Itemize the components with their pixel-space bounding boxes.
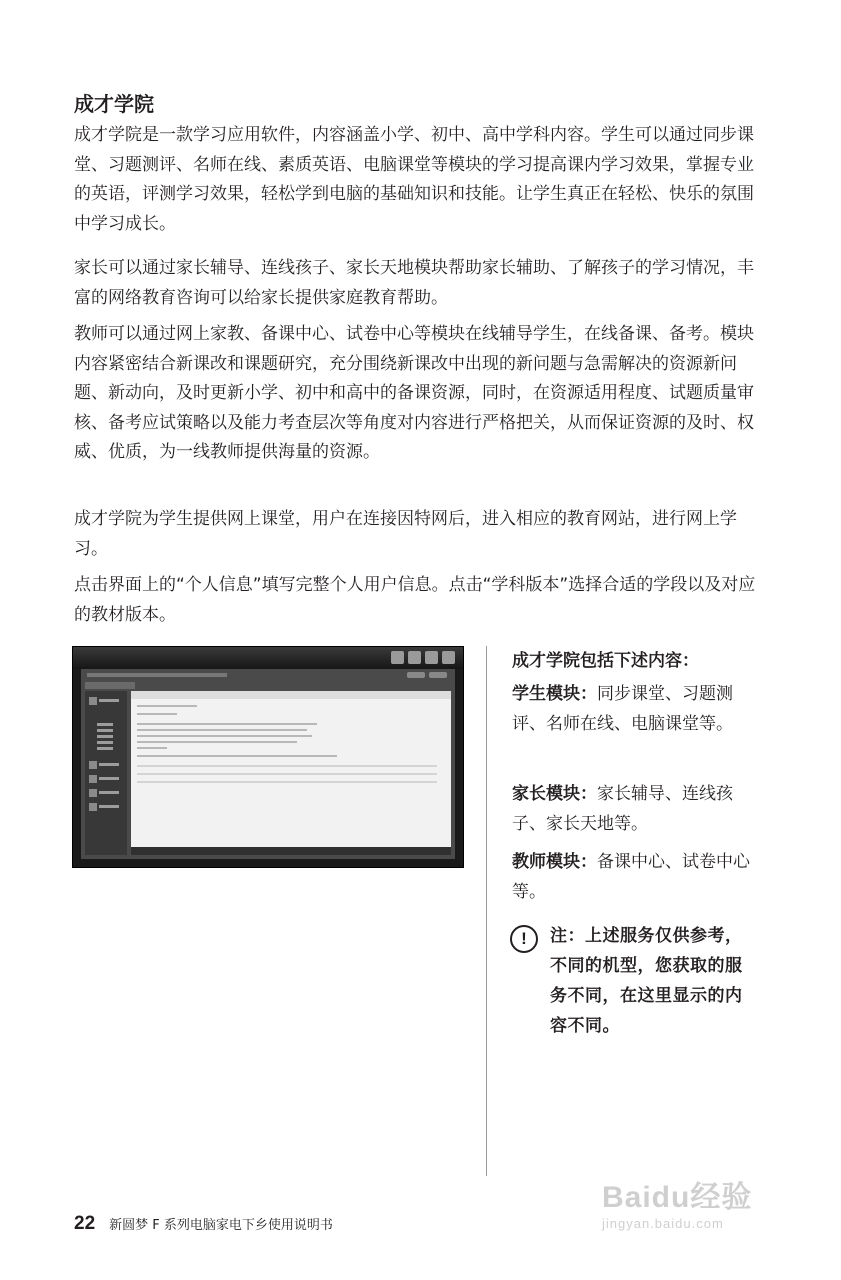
forward-arrow-icon	[442, 651, 455, 664]
screenshot-topbar	[73, 647, 463, 669]
sidebar-title: 成才学院包括下述内容：	[512, 651, 699, 671]
page-footer	[74, 1213, 333, 1235]
item-label: 教师模块：	[512, 852, 597, 872]
online-class-paragraph: 成才学院为学生提供网上课堂，用户在连接因特网后，进入相应的教育网站，进行网上学习。	[74, 509, 737, 559]
screenshot-content-pane	[131, 691, 451, 855]
parent-module-item	[512, 780, 757, 839]
section-heading: 成才学院	[74, 92, 154, 116]
footer-title: 新圆梦 F 系列电脑家电下乡使用说明书	[109, 1218, 333, 1233]
watermark-logo: Baidu经验	[602, 1181, 753, 1214]
instructions-paragraph: 点击界面上的“个人信息”填写完整个人用户信息。点击“学科版本”选择合适的学段以及对应的教材版本。	[74, 575, 756, 625]
note-text: 注：上述服务仅供参考，不同的机型，您获取的服务不同，在这里显示的内容不同。	[550, 926, 743, 1036]
app-screenshot-image	[72, 646, 464, 868]
refresh-icon	[408, 651, 421, 664]
teacher-module-item	[512, 848, 757, 907]
exclamation-icon: !	[510, 925, 538, 953]
screenshot-nav-icons	[391, 651, 455, 664]
page-number: 22	[74, 1213, 96, 1234]
screenshot-app-window	[81, 669, 455, 859]
baidu-watermark	[602, 1172, 752, 1231]
item-label: 学生模块：	[512, 684, 597, 704]
item-text: 家长辅导、连线孩子、家长天地等。	[512, 784, 733, 834]
back-arrow-icon	[425, 651, 438, 664]
teacher-paragraph: 教师可以通过网上家教、备课中心、试卷中心等模块在线辅导学生，在线备课、备考。模块内容紧密结合新课改和课题研究，充分围绕新课改中出现的新问题与急需解决的资源新问题、新动向，及时更新小学、初中和高中的备课资源，同时，在资源适用程度、试题质量审核、备考应试策略以及能力考查层次等角度对内容进行严格把关，从而保证资源的及时、权威、优质，为一线教师提供海量的资源。	[74, 324, 754, 462]
home-icon	[391, 651, 404, 664]
item-text: 同步课堂、习题测评、名师在线、电脑课堂等。	[512, 684, 733, 734]
item-text: 备课中心、试卷中心等。	[512, 852, 750, 902]
item-label: 家长模块：	[512, 784, 597, 804]
intro-paragraph: 成才学院是一款学习应用软件，内容涵盖小学、初中、高中学科内容。学生可以通过同步课堂、习题测评、名师在线、素质英语、电脑课堂等模块的学习提高课内学习效果，掌握专业的英语，评测学习效果，轻松学到电脑的基础知识和技能。让学生真正在轻松、快乐的氛围中学习成长。	[74, 125, 754, 234]
watermark-url: jingyan.baidu.com	[602, 1216, 724, 1231]
column-divider	[486, 646, 487, 1176]
screenshot-sidebar	[85, 691, 127, 855]
student-module-item	[512, 680, 757, 739]
parent-paragraph: 家长可以通过家长辅导、连线孩子、家长天地模块帮助家长辅助、了解孩子的学习情况，丰富的网络教育咨询可以给家长提供家庭教育帮助。	[74, 258, 754, 308]
